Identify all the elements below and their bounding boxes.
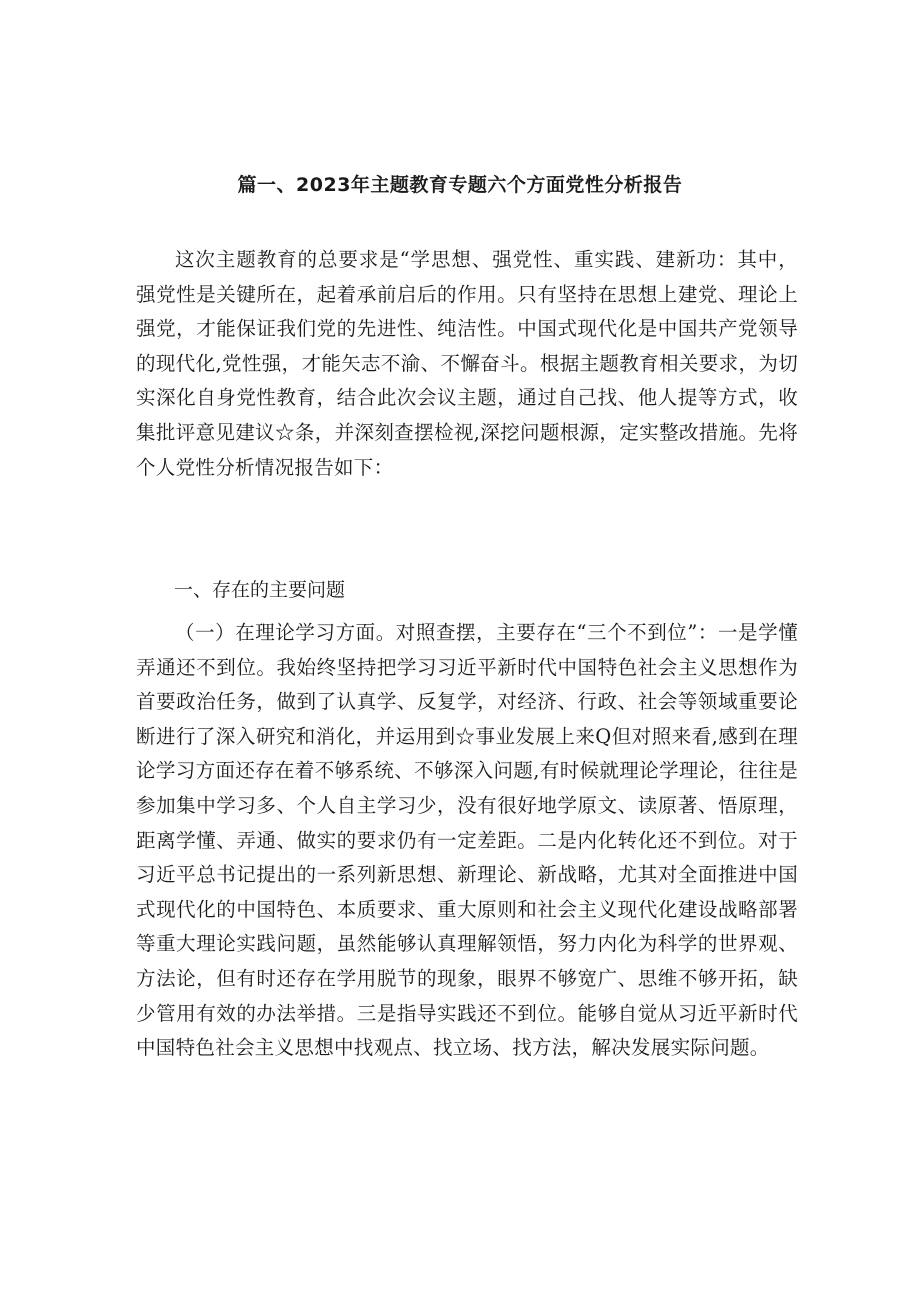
intro-paragraph: 这次主题教育的总要求是“学思想、强党性、重实践、建新功：其中，强党性是关键所在，起着承前启后的作用。只有坚持在思想上建党、理论上强党，才能保证我们党的先进性、纯洁性。中国式现代化是中国共产党领导的现代化,党性强，才能矢志不渝、不懈奋斗。根据主题教育相关要求，为切实深化自身党性教育，结合此次会议主题，通过自己找、他人提等方式，收集批评意见建议☆条，并深刻查摆检视,深挖问题根源，定实整改措施。先将个人党性分析情况报告如下： [136,248,798,479]
section-heading: 一、存在的主要问题 [174,579,346,601]
section-paragraph: （一）在理论学习方面。对照查摆，主要存在“三个不到位”：一是学懂弄通还不到位。我始终坚持把学习习近平新时代中国特色社会主义思想作为首要政治任务，做到了认真学、反复学，对经济、行政、社会等领域重要论断进行了深入研究和消化，并运用到☆事业发展上来Q但对照来看,感到在理论学习方面还存在着不够系统、不够深入问题,有时候就理论学理论，往往是参加集中学习多、个人自主学习少，没有很好地学原文、读原著、悟原理，距离学懂、弄通、做实的要求仍有一定差距。二是内化转化还不到位。对于习近平总书记提出的一系列新思想、新理论、新战略，尤其对全面推进中国式现代化的中国特色、本质要求、重大原则和社会主义现代化建设战略部署等重大理论实践问题，虽然能够认真理解领悟，努力内化为科学的世界观、方法论，但有时还存在学用脱节的现象，眼界不够宽广、思维不够开拓，缺少管用有效的办法举措。三是指导实践还不到位。能够自觉从习近平新时代中国特色社会主义思想中找观点、找立场、找方法，解决发展实际问题。 [136,621,798,1060]
document-title: 篇一、2023年主题教育专题六个方面党性分析报告 [237,174,683,196]
